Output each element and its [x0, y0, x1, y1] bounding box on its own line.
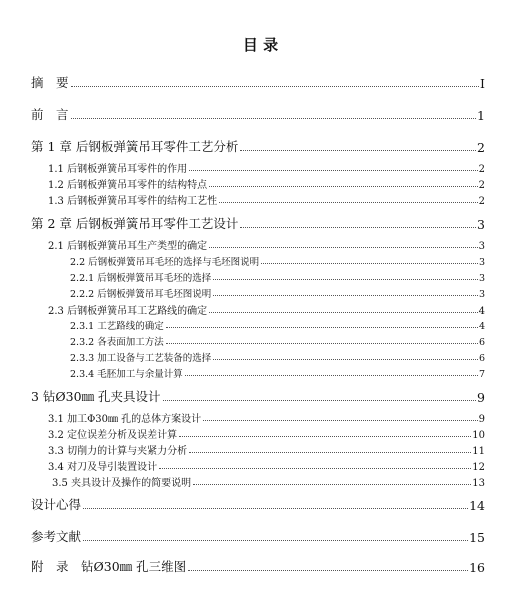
toc-entry-label: 3.3 切削力的计算与夹紧力分析 [48, 446, 188, 457]
toc-entry-label: 1.3 后钢板弹簧吊耳零件的结构工艺性 [48, 196, 218, 207]
toc-entry[interactable] [48, 160, 485, 175]
dot-leader [203, 420, 477, 421]
toc-entry-label: 1.1 后钢板弹簧吊耳零件的作用 [48, 164, 188, 175]
dot-leader [240, 150, 476, 151]
toc-entry-label: 2.3 后钢板弹簧吊耳工艺路线的确定 [48, 306, 208, 317]
toc-entry-label: 附 录 钻Ø30㎜ 孔三维图 [31, 559, 187, 574]
dot-leader [83, 508, 468, 509]
toc-entry[interactable] [31, 495, 485, 513]
toc-entry-label: 2.2.1 后钢板弹簧吊耳毛坯的选择 [70, 273, 212, 284]
toc-entry-label: 3.1 加工Φ30㎜ 孔的总体方案设计 [48, 414, 202, 425]
dot-leader [188, 570, 468, 571]
toc-entry[interactable] [70, 318, 485, 332]
toc-entry[interactable] [48, 426, 485, 441]
dot-leader [209, 186, 478, 187]
toc-entry[interactable] [48, 176, 485, 191]
toc-entry[interactable] [48, 237, 485, 252]
toc-entry-page: 6 [478, 337, 485, 348]
toc-entry-page: 7 [478, 369, 485, 380]
toc-entry-label: 参考文献 [31, 529, 82, 544]
toc-entry[interactable] [48, 302, 485, 317]
toc-entry-label: 3 钻Ø30㎜ 孔夹具设计 [31, 389, 161, 404]
toc-entry-page: 9 [478, 414, 485, 425]
dot-leader [189, 452, 471, 453]
toc-entry-page: 9 [477, 390, 485, 405]
dot-leader [209, 312, 478, 313]
dot-leader [163, 400, 476, 401]
dot-leader [240, 227, 476, 228]
toc-entry-page: 4 [478, 306, 485, 317]
toc-entry-label: 1.2 后钢板弹簧吊耳零件的结构特点 [48, 180, 208, 191]
dot-leader [83, 540, 468, 541]
toc-entry-label: 摘 要 [31, 75, 69, 90]
toc-entry-label: 设计心得 [31, 497, 82, 512]
toc-entry[interactable] [70, 286, 485, 300]
dot-leader [219, 202, 478, 203]
toc-entry[interactable] [31, 73, 485, 91]
toc-title: 目 录 [242, 36, 279, 54]
dot-leader [213, 359, 478, 360]
toc-entry-label: 3.5 夹具设计及操作的简要说明 [52, 478, 192, 489]
toc-entry-label: 2.3.3 加工设备与工艺装备的选择 [70, 353, 212, 364]
toc-entry[interactable] [31, 137, 485, 155]
toc-entry[interactable] [70, 254, 485, 268]
toc-entry[interactable] [31, 105, 485, 123]
toc-entry[interactable] [31, 214, 485, 232]
toc-entry-page: 2 [478, 196, 485, 207]
toc-entry-page: 3 [478, 289, 485, 300]
dot-leader [166, 327, 478, 328]
toc-entry-label: 2.2.2 后钢板弹簧吊耳毛坯图说明 [70, 289, 212, 300]
toc-entry-page: 2 [478, 164, 485, 175]
dot-leader [213, 279, 478, 280]
toc-entry-label: 3.4 对刀及导引装置设计 [48, 462, 158, 473]
toc-entry-page: 3 [478, 241, 485, 252]
dot-leader [261, 263, 478, 264]
toc-entry-page: 12 [472, 462, 485, 473]
toc-entry-label: 2.3.2 各表面加工方法 [70, 337, 164, 348]
toc-entry-label: 2.3.4 毛胚加工与余量计算 [70, 369, 183, 380]
dot-leader [71, 86, 480, 87]
toc-entry-label: 2.3.1 工艺路线的确定 [70, 321, 164, 332]
toc-entry-page: 10 [472, 430, 485, 441]
toc-entry-label: 前 言 [31, 107, 69, 122]
dot-leader [179, 436, 471, 437]
toc-entry[interactable] [70, 270, 485, 284]
toc-entry-page: 13 [472, 478, 485, 489]
toc-entry[interactable] [70, 350, 485, 364]
toc-entry[interactable] [48, 458, 485, 473]
toc-entry-page: 14 [469, 498, 485, 513]
toc-entry[interactable] [31, 527, 485, 545]
toc-entry-page: 1 [477, 108, 485, 123]
toc-entry[interactable] [70, 334, 485, 348]
toc-entry-page: 3 [477, 217, 485, 232]
toc-entry-label: 3.2 定位误差分析及误差计算 [48, 430, 178, 441]
toc-entry[interactable] [31, 557, 485, 575]
dot-leader [166, 343, 478, 344]
toc-entry-page: 2 [478, 180, 485, 191]
dot-leader [71, 118, 477, 119]
toc-entry-page: 11 [472, 446, 485, 457]
toc-entry-page: 4 [478, 321, 485, 332]
dot-leader [159, 468, 471, 469]
toc-entry[interactable] [48, 442, 485, 457]
toc-entry-page: 3 [478, 273, 485, 284]
toc-entry-page: 16 [469, 560, 485, 575]
toc-entry-page: 2 [477, 140, 485, 155]
toc-entry[interactable] [48, 410, 485, 425]
toc-entry-page: I [480, 76, 485, 91]
dot-leader [193, 484, 471, 485]
toc-entry-label: 2.2 后钢板弹簧吊耳毛坯的选择与毛坯图说明 [70, 257, 260, 268]
dot-leader [189, 170, 478, 171]
toc-entry-page: 15 [469, 530, 485, 545]
toc-entry-label: 2.1 后钢板弹簧吊耳生产类型的确定 [48, 241, 208, 252]
dot-leader [185, 375, 478, 376]
toc-entry-label: 第 1 章 后钢板弹簧吊耳零件工艺分析 [31, 139, 239, 154]
toc-entry-page: 6 [478, 353, 485, 364]
dot-leader [213, 295, 478, 296]
toc-entry-label: 第 2 章 后钢板弹簧吊耳零件工艺设计 [31, 216, 239, 231]
toc-entry[interactable] [48, 192, 485, 207]
dot-leader [209, 247, 478, 248]
toc-entry-page: 3 [478, 257, 485, 268]
toc-entry[interactable] [70, 366, 485, 380]
toc-entry[interactable] [52, 474, 485, 489]
toc-entry[interactable] [31, 387, 485, 405]
